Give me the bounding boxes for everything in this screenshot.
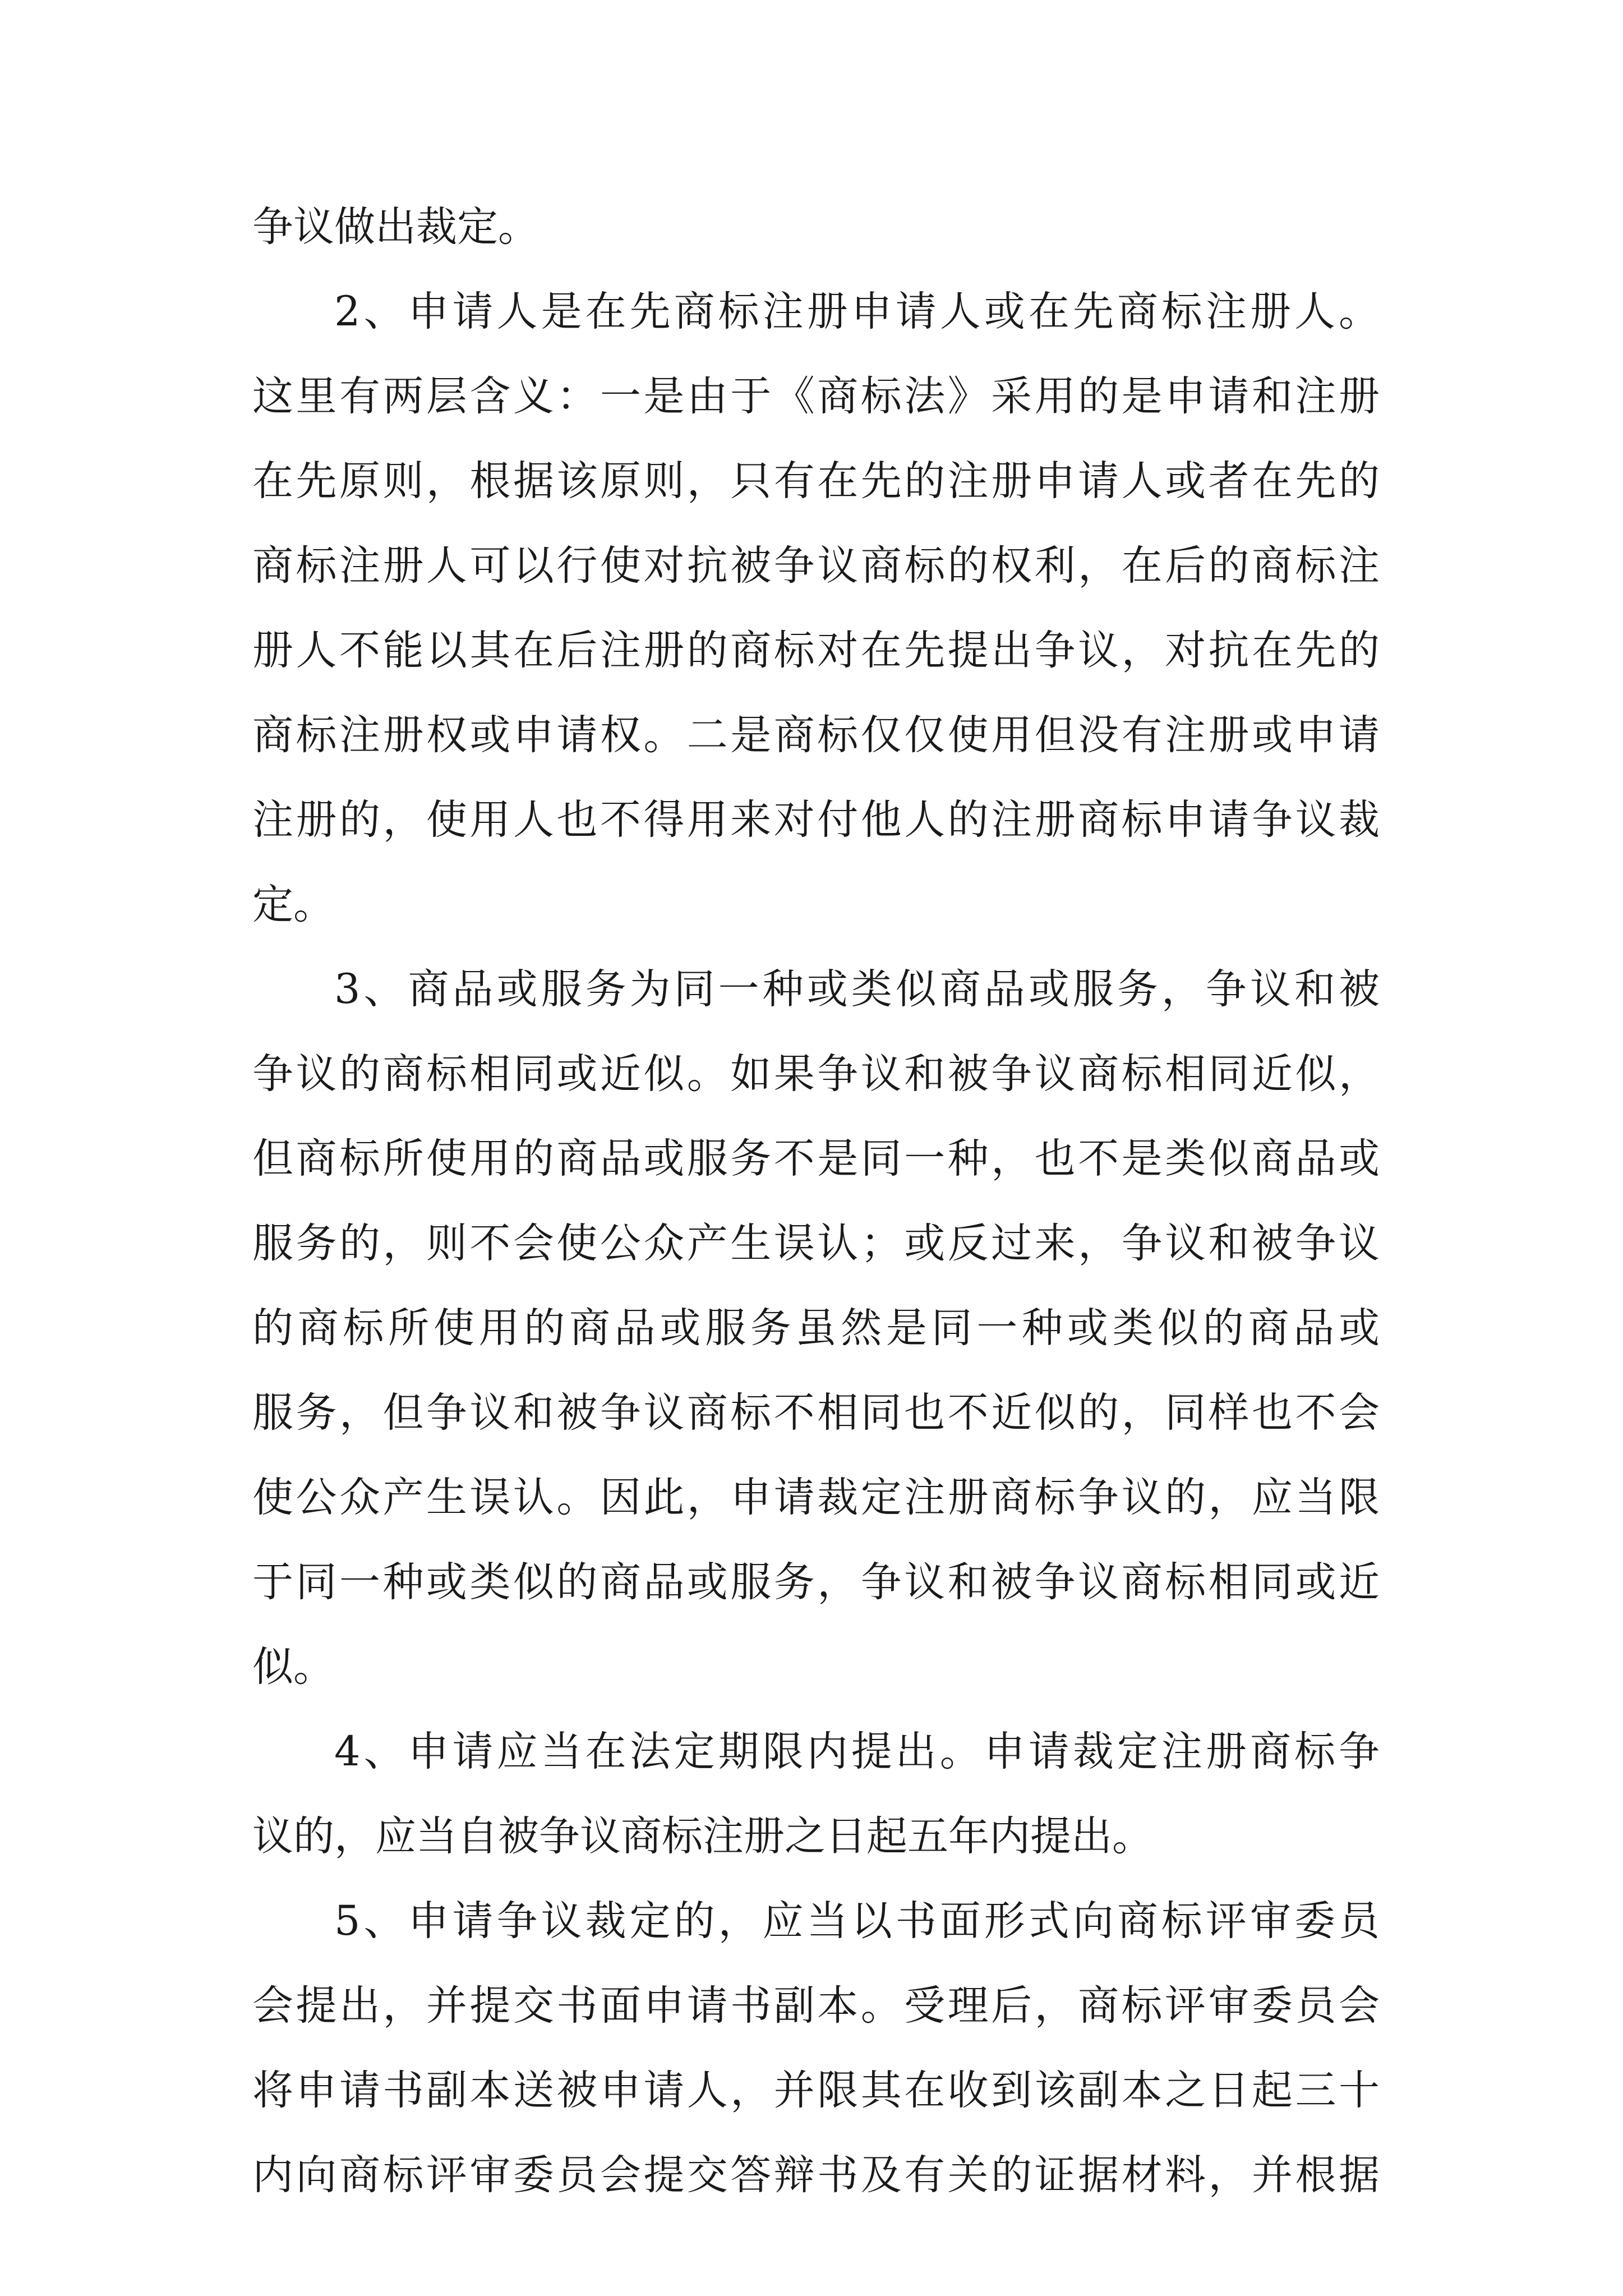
- text-line: 2、申请人是在先商标注册申请人或在先商标注册人。: [334, 288, 1380, 335]
- text-line: 在先原则，根据该原则，只有在先的注册申请人或者在先的: [252, 457, 1380, 505]
- text-line: 这里有两层含义：一是由于《商标法》采用的是申请和注册: [252, 372, 1380, 420]
- text-line: 3、商品或服务为同一种或类似商品或服务，争议和被: [334, 965, 1380, 1013]
- text-line: 争议做出裁定。: [252, 203, 539, 251]
- text-line: 使公众产生误认。因此，申请裁定注册商标争议的，应当限: [252, 1474, 1380, 1521]
- text-line: 5、申请争议裁定的，应当以书面形式向商标评审委员: [334, 1897, 1380, 1945]
- text-line: 服务的，则不会使公众产生误认；或反过来，争议和被争议: [252, 1220, 1380, 1267]
- text-line: 似。: [252, 1643, 334, 1691]
- text-line: 定。: [252, 881, 334, 928]
- text-line: 争议的商标相同或近似。如果争议和被争议商标相同近似，: [252, 1050, 1380, 1098]
- text-line: 商标注册权或申请权。二是商标仅仅使用但没有注册或申请: [252, 711, 1380, 759]
- text-line: 将申请书副本送被申请人，并限其在收到该副本之日起三十: [252, 2067, 1380, 2114]
- text-line: 商标注册人可以行使对抗被争议商标的权利，在后的商标注: [252, 542, 1380, 590]
- text-line: 服务，但争议和被争议商标不相同也不近似的，同样也不会: [252, 1389, 1380, 1437]
- text-line: 于同一种或类似的商品或服务，争议和被争议商标相同或近: [252, 1558, 1380, 1606]
- text-line: 注册的，使用人也不得用来对付他人的注册商标申请争议裁: [252, 796, 1380, 844]
- text-line: 内向商标评审委员会提交答辩书及有关的证据材料，并根据: [252, 2151, 1380, 2199]
- text-line: 会提出，并提交书面申请书副本。受理后，商标评审委员会: [252, 1982, 1380, 2030]
- text-line: 4、申请应当在法定期限内提出。申请裁定注册商标争: [334, 1728, 1380, 1775]
- text-line: 但商标所使用的商品或服务不是同一种，也不是类似商品或: [252, 1135, 1380, 1182]
- text-line: 议的，应当自被争议商标注册之日起五年内提出。: [252, 1812, 1153, 1860]
- text-line: 册人不能以其在后注册的商标对在先提出争议，对抗在先的: [252, 627, 1380, 674]
- text-line: 的商标所使用的商品或服务虽然是同一种或类似的商品或: [252, 1304, 1380, 1352]
